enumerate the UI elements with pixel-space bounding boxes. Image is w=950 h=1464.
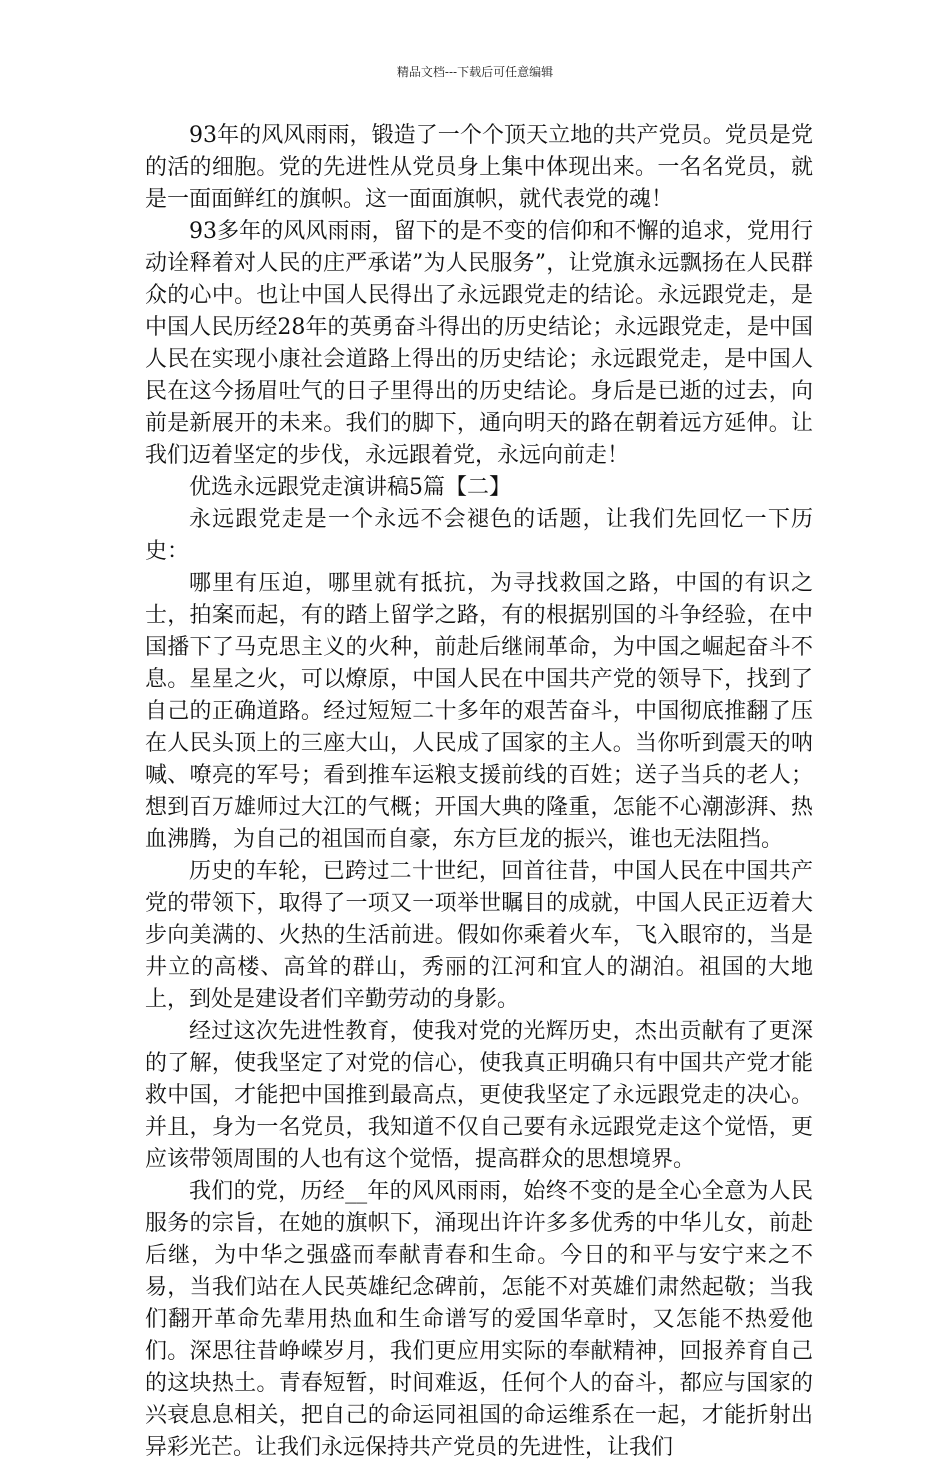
paragraph: 经过这次先进性教育，使我对党的光辉历史，杰出贡献有了更深的了解，使我坚定了对党的信心，使我真正明确只有中国共产党才能救中国，才能把中国推到最高点，更使我坚定了永远跟党走的决心。并且，身为一名党员，我知道不仅自己要有永远跟党走这个觉悟，更应该带领周围的人也有这个觉悟，提高群众的思想境界。: [145, 1019, 813, 1172]
paragraph: 历史的车轮，已跨过二十世纪，回首往昔，中国人民在中国共产党的带领下，取得了一项又一项举世瞩目的成就，中国人民正迈着大步向美满的、火热的生活前进。假如你乘着火车，飞入眼帘的，当是井立的高楼、高耸的群山，秀丽的江河和宜人的湖泊。祖国的大地上，到处是建设者们辛勤劳动的身影。: [145, 859, 813, 1012]
paragraph: 永远跟党走是一个永远不会褪色的话题，让我们先回忆一下历史：: [145, 507, 813, 564]
page-header: 精品文档---下载后可任意编辑: [396, 65, 554, 79]
section-heading: 优选永远跟党走演讲稿5篇【二】: [189, 475, 511, 500]
document-body: [145, 120, 813, 1464]
paragraph: 93年的风风雨雨，锻造了一个个顶天立地的共产党员。党员是党的活的细胞。党的先进性从党员身上集中体现出来。一名名党员，就是一面面鲜红的旗帜。这一面面旗帜，就代表党的魂！: [145, 123, 813, 212]
paragraph: 我们的党，历经__年的风风雨雨，始终不变的是全心全意为人民服务的宗旨，在她的旗帜下，涌现出许许多多优秀的中华儿女，前赴后继，为中华之强盛而奉献青春和生命。今日的和平与安宁来之不易，当我们站在人民英雄纪念碑前，怎能不对英雄们肃然起敬；当我们翻开革命先辈用热血和生命谱写的爱国华章时，又怎能不热爱他们。深思往昔峥嵘岁月，我们更应用实际的奉献精神，回报养育自己的这块热土。青春短暂，时间难返，任何个人的奋斗，都应与国家的兴衰息息相关，把自己的命运同祖国的命运维系在一起，才能折射出异彩光芒。让我们永远保持共产党员的先进性，让我们: [145, 1179, 813, 1460]
paragraph: 哪里有压迫，哪里就有抵抗，为寻找救国之路，中国的有识之士，拍案而起，有的踏上留学之路，有的根据别国的斗争经验，在中国播下了马克思主义的火种，前赴后继闹革命，为中国之崛起奋斗不息。星星之火，可以燎原，中国人民在中国共产党的领导下，找到了自己的正确道路。经过短短二十多年的艰苦奋斗，中国彻底推翻了压在人民头顶上的三座大山，人民成了国家的主人。当你听到震天的呐喊、嘹亮的军号；看到推车运粮支援前线的百姓；送子当兵的老人；想到百万雄师过大江的气概；开国大典的隆重，怎能不心潮澎湃、热血沸腾，为自己的祖国而自豪，东方巨龙的振兴，谁也无法阻挡。: [145, 571, 813, 852]
paragraph: 93多年的风风雨雨，留下的是不变的信仰和不懈的追求，党用行动诠释着对人民的庄严承诺”为人民服务”，让党旗永远飘扬在人民群众的心中。也让中国人民得出了永远跟党走的结论。永远跟党走，是中国人民历经28年的英勇奋斗得出的历史结论；永远跟党走，是中国人民在实现小康社会道路上得出的历史结论；永远跟党走，是中国人民在这今扬眉吐气的日子里得出的历史结论。身后是已逝的过去，向前是新展开的未来。我们的脚下，通向明天的路在朝着远方延伸。让我们迈着坚定的步伐，永远跟着党，永远向前走！: [145, 219, 813, 468]
